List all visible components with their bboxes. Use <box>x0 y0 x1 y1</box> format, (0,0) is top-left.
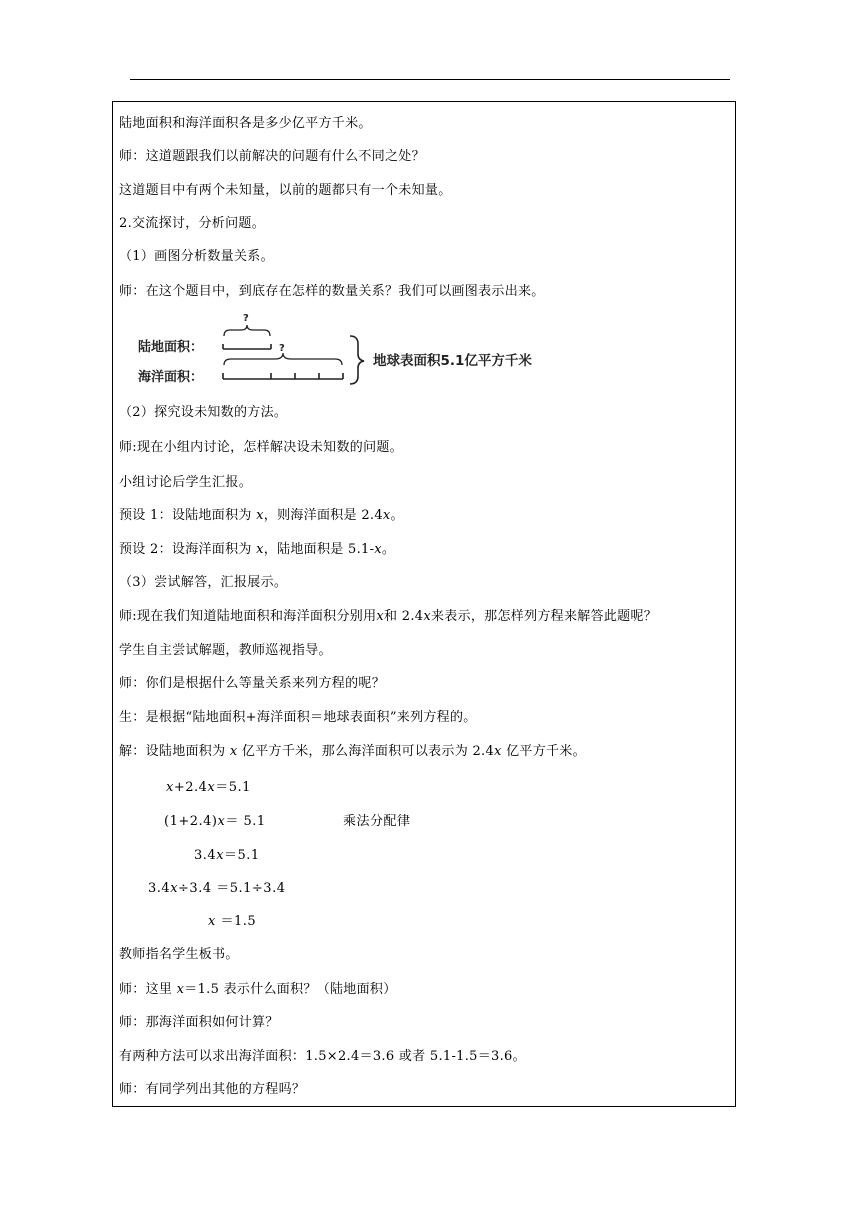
text-line: 学生自主尝试解题，教师巡视指导。 <box>119 643 332 658</box>
text-line: 这道题目中有两个未知量，以前的题都只有一个未知量。 <box>119 183 452 198</box>
text-line: 师：这道题跟我们以前解决的问题有什么不同之处？ <box>119 149 425 164</box>
equation-step-5: x ＝1.5 <box>208 914 257 929</box>
text-line: 师：有同学列出其他的方程吗？ <box>119 1082 306 1097</box>
text-line: 教师指名学生板书。 <box>119 947 239 962</box>
text-line: （3）尝试解答，汇报展示。 <box>119 575 288 590</box>
text-line: 师:现在小组内讨论，怎样解决设未知数的问题。 <box>119 440 403 455</box>
header-rule <box>130 79 730 80</box>
text-line: 生：是根据“陆地面积+海洋面积＝地球表面积”来列方程的。 <box>119 710 477 725</box>
quantity-relation-diagram <box>130 306 600 388</box>
text-line: 师:现在我们知道陆地面积和海洋面积分别用x和 2.4x来表示，那怎样列方程来解答此题呢？ <box>119 609 658 624</box>
text-line: 师：这里 x＝1.5 表示什么面积？（陆地面积） <box>119 982 397 997</box>
ocean-area-label: 海洋面积： <box>138 370 204 385</box>
text-line: （1）画图分析数量关系。 <box>119 249 274 264</box>
ocean-segment <box>223 373 343 379</box>
land-segment <box>223 344 271 349</box>
ocean-brace <box>224 353 342 365</box>
equation-step-3: 3.4x＝5.1 <box>194 848 260 863</box>
text-line: 师：在这个题目中，到底存在怎样的数量关系？我们可以画图表示出来。 <box>119 284 545 299</box>
text-line: 陆地面积和海洋面积各是多少亿平方千米。 <box>119 116 372 131</box>
equation-note: 乘法分配律 <box>343 814 411 829</box>
ocean-unknown-mark: ? <box>279 343 285 354</box>
land-unknown-mark: ? <box>243 313 249 324</box>
text-line: （2）探究设未知数的方法。 <box>119 405 288 420</box>
text-line: 师：你们是根据什么等量关系来列方程的呢？ <box>119 676 386 691</box>
land-area-label: 陆地面积： <box>138 340 204 355</box>
text-line: 师：那海洋面积如何计算？ <box>119 1015 279 1030</box>
text-line: 有两种方法可以求出海洋面积：1.5×2.4＝3.6 或者 5.1-1.5＝3.6。 <box>119 1049 526 1064</box>
equation-step-4: 3.4x÷3.4 ＝5.1÷3.4 <box>148 881 286 896</box>
total-area-label: 地球表面积5.1亿平方千米 <box>373 353 532 369</box>
text-line: 解：设陆地面积为 x 亿平方千米，那么海洋面积可以表示为 2.4x 亿平方千米。 <box>119 744 586 759</box>
land-brace <box>224 325 270 336</box>
text-line: 预设 2：设海洋面积为 x，陆地面积是 5.1-x。 <box>119 542 396 557</box>
equation-step-2: (1+2.4)x＝ 5.1 <box>164 814 266 829</box>
total-brace <box>350 336 364 384</box>
text-line: 小组讨论后学生汇报。 <box>119 475 253 490</box>
text-line: 2.交流探讨，分析问题。 <box>119 216 266 231</box>
text-line: 预设 1：设陆地面积为 x，则海洋面积是 2.4x。 <box>119 508 404 523</box>
equation-step-1: x+2.4x＝5.1 <box>166 780 251 795</box>
